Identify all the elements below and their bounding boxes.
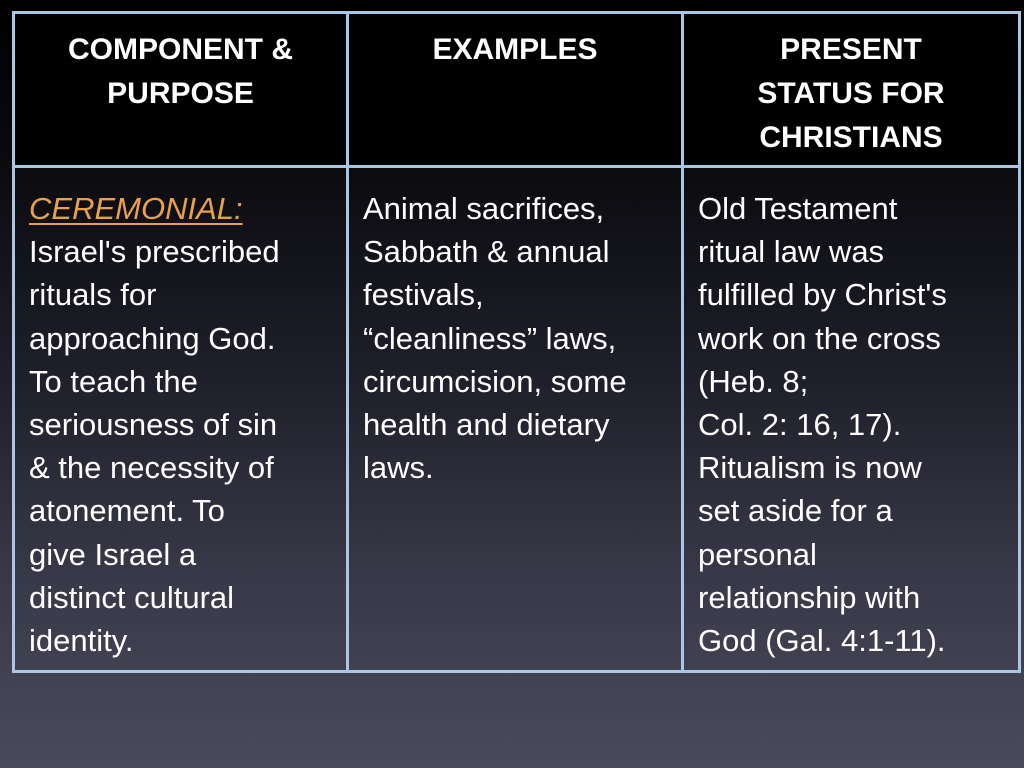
cell-component-purpose [14,167,348,672]
component-text-line: distinct cultural [29,579,235,615]
examples-text-line: festivals, [363,277,484,313]
header-line: EXAMPLES [432,33,598,66]
status-text-line: Old Testament [698,191,898,226]
component-label-ceremonial: CEREMONIAL: [29,191,243,226]
header-line: COMPONENT & [68,33,293,66]
table-header-row [14,13,1020,167]
status-text-line: ritual law was [698,234,885,270]
status-text-line: relationship with [698,579,921,615]
examples-text [363,187,671,489]
component-text-line: approaching God. [29,320,276,356]
status-text-line: set aside for a [698,493,893,529]
component-text-line: & the necessity of [29,450,274,486]
component-text-line: rituals for [29,277,157,313]
header-component-purpose [14,13,348,167]
status-text-line: Ritualism is now [698,450,922,486]
header-present-status [683,13,1020,167]
component-text-line: To teach the [29,363,198,399]
status-text-line: (Heb. 8; [698,363,809,399]
header-line: PURPOSE [107,77,254,110]
examples-text-line: health and dietary [363,407,610,443]
examples-text-line: “cleanliness” laws, [363,320,617,356]
component-description [29,230,336,662]
cell-present-status [683,167,1020,672]
examples-text-line: Animal sacrifices, [363,191,605,226]
header-examples [348,13,683,167]
law-components-table [12,11,1021,673]
cell-examples [348,167,683,672]
status-text-line: fulfilled by Christ's [698,277,947,313]
component-text-line: give Israel a [29,536,197,572]
examples-text-line: Sabbath & annual [363,234,610,270]
status-text-line: personal [698,536,817,572]
component-text-line: atonement. To [29,493,225,529]
component-text-line: seriousness of sin [29,407,278,443]
table-row-ceremonial [14,167,1020,672]
status-text-line: Col. 2: 16, 17). [698,407,902,443]
status-text-line: God (Gal. 4:1-11). [698,623,946,659]
header-line: STATUS FOR [757,77,945,110]
examples-text-line: circumcision, some [363,363,627,399]
status-text [698,187,1008,662]
component-text-line: identity. [29,623,134,659]
status-text-line: work on the cross [698,320,941,356]
header-line: PRESENT [780,33,922,66]
examples-text-line: laws. [363,450,434,486]
component-text-line: Israel's prescribed [29,234,280,270]
header-line: CHRISTIANS [759,121,943,154]
